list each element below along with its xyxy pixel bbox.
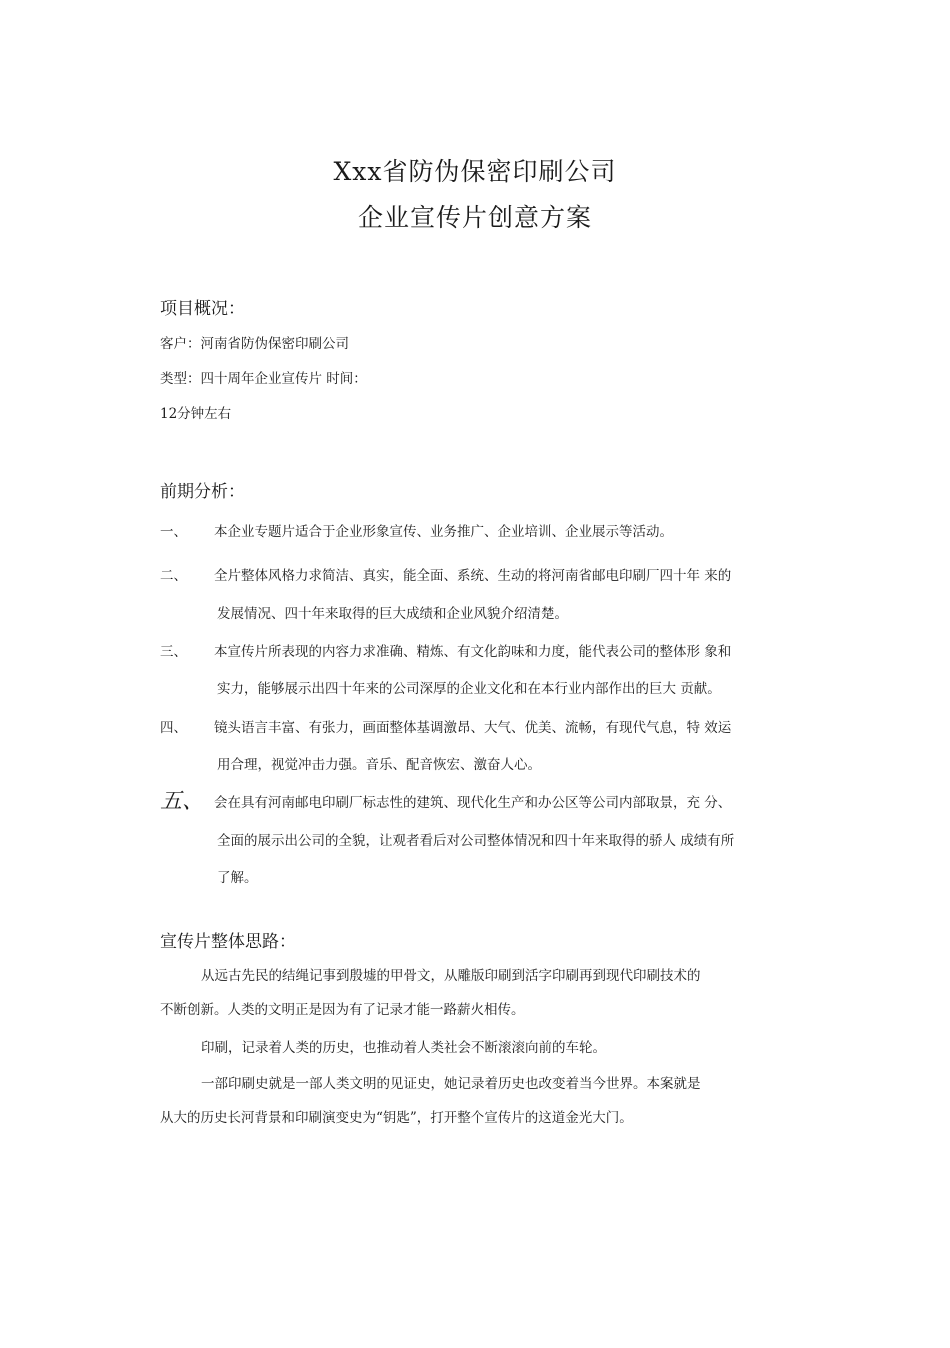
overview-client: 客户：河南省防伪保密印刷公司 — [160, 336, 349, 352]
analysis-item-text: 全片整体风格力求简洁、真实，能全面、系统、生动的将河南省邮电印刷厂四十年 来的 — [214, 568, 732, 584]
concept-paragraph-line: 印刷，记录着人类的历史，也推动着人类社会不断滚滚向前的车轮。 — [201, 1040, 606, 1056]
analysis-item-text: 了解。 — [217, 870, 258, 886]
analysis-item-text: 会在具有河南邮电印刷厂标志性的建筑、现代化生产和办公区等公司内部取景，充 分、 — [214, 795, 732, 811]
concept-paragraph-line: 一部印刷史就是一部人类文明的见证史，她记录着历史也改变着当今世界。本案就是 — [201, 1076, 701, 1092]
analysis-item-text: 用合理，视觉冲击力强。音乐、配音恢宏、激奋人心。 — [217, 757, 541, 773]
analysis-item-text: 本企业专题片适合于企业形象宣传、业务推广、企业培训、企业展示等活动。 — [214, 524, 673, 540]
analysis-heading: 前期分析： — [160, 482, 245, 502]
analysis-item-text: 实力，能够展示出四十年来的公司深厚的企业文化和在本行业内部作出的巨大 贡献。 — [217, 681, 721, 697]
analysis-item-text: 本宣传片所表现的内容力求准确、精炼、有文化韵味和力度，能代表公司的整体形 象和 — [214, 644, 732, 660]
analysis-item-number: 五、 — [160, 789, 205, 814]
document-title: Xxx省防伪保密印刷公司 — [333, 157, 617, 186]
analysis-item-text: 镜头语言丰富、有张力，画面整体基调激昂、大气、优美、流畅，有现代气息，特 效运 — [214, 720, 732, 736]
analysis-item-number: 一、 — [160, 524, 187, 540]
concept-heading: 宣传片整体思路： — [160, 932, 296, 952]
concept-paragraph-line: 从大的历史长河背景和印刷演变史为“钥匙”，打开整个宣传片的这道金光大门。 — [160, 1110, 633, 1126]
analysis-item-number: 二、 — [160, 568, 187, 584]
overview-type: 类型：四十周年企业宣传片 时间： — [160, 371, 367, 387]
analysis-item-number: 三、 — [160, 644, 187, 660]
overview-heading: 项目概况： — [160, 299, 245, 319]
analysis-item-text: 发展情况、四十年来取得的巨大成绩和企业风貌介绍清楚。 — [217, 606, 568, 622]
analysis-item-number: 四、 — [160, 720, 187, 736]
concept-paragraph-line: 从远古先民的结绳记事到殷墟的甲骨文，从雕版印刷到活字印刷再到现代印刷技术的 — [201, 968, 701, 984]
overview-duration: 12分钟左右 — [160, 406, 232, 422]
concept-paragraph-line: 不断创新。人类的文明正是因为有了记录才能一路薪火相传。 — [160, 1002, 525, 1018]
document-subtitle: 企业宣传片创意方案 — [357, 203, 592, 232]
analysis-item-text: 全面的展示出公司的全貌，让观者看后对公司整体情况和四十年来取得的骄人 成绩有所 — [217, 833, 735, 849]
